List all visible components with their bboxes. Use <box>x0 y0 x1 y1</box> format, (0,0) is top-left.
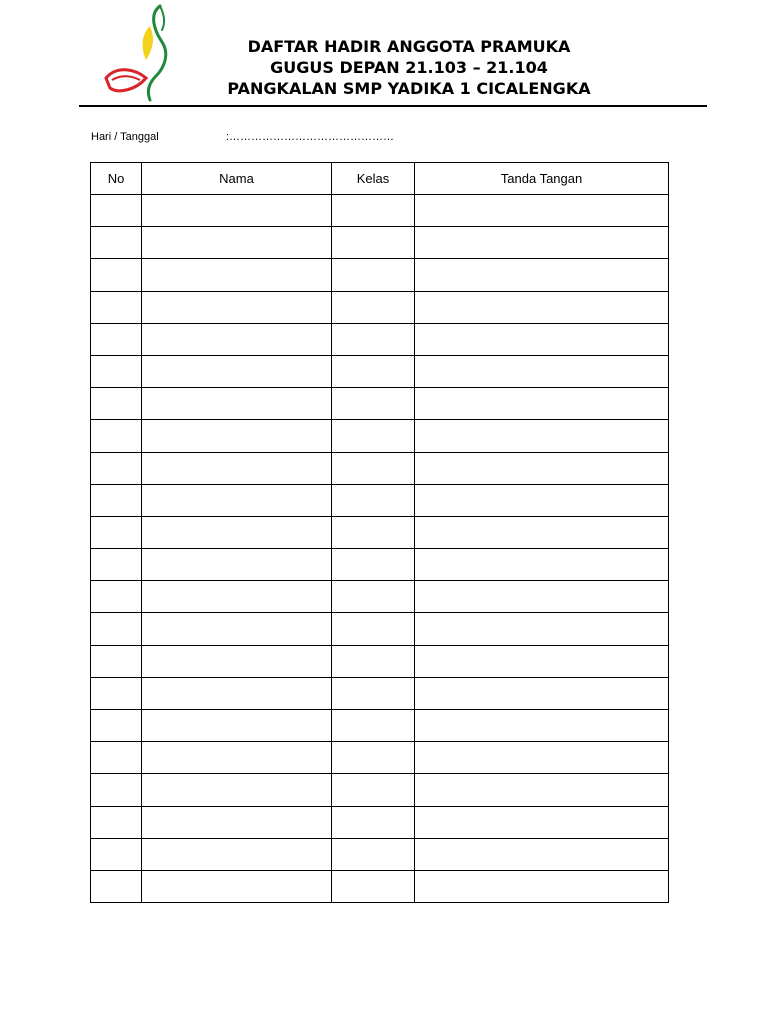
cell-tanda-tangan <box>415 645 669 677</box>
table-row <box>91 227 669 259</box>
table-row <box>91 452 669 484</box>
cell-nama <box>142 838 332 870</box>
header-subtitle: GUGUS DEPAN 21.103 – 21.104 <box>270 58 548 77</box>
cell-kelas <box>332 195 415 227</box>
cell-tanda-tangan <box>415 774 669 806</box>
cell-no <box>91 516 142 548</box>
table-row <box>91 291 669 323</box>
cell-nama <box>142 645 332 677</box>
cell-nama <box>142 323 332 355</box>
cell-tanda-tangan <box>415 452 669 484</box>
cell-kelas <box>332 355 415 387</box>
column-header-tanda-tangan: Tanda Tangan <box>415 163 669 195</box>
cell-nama <box>142 806 332 838</box>
cell-kelas <box>332 710 415 742</box>
cell-no <box>91 227 142 259</box>
cell-kelas <box>332 227 415 259</box>
table-row <box>91 870 669 902</box>
cell-no <box>91 742 142 774</box>
date-label: Hari / Tanggal <box>91 131 159 143</box>
cell-no <box>91 774 142 806</box>
cell-tanda-tangan <box>415 355 669 387</box>
cell-no <box>91 806 142 838</box>
cell-tanda-tangan <box>415 677 669 709</box>
table-row <box>91 742 669 774</box>
cell-no <box>91 355 142 387</box>
cell-nama <box>142 259 332 291</box>
table-row <box>91 710 669 742</box>
cell-tanda-tangan <box>415 227 669 259</box>
header-title: DAFTAR HADIR ANGGOTA PRAMUKA <box>247 37 571 56</box>
cell-tanda-tangan <box>415 581 669 613</box>
table-row <box>91 420 669 452</box>
cell-no <box>91 323 142 355</box>
cell-no <box>91 195 142 227</box>
cell-nama <box>142 581 332 613</box>
cell-kelas <box>332 870 415 902</box>
header-school: PANGKALAN SMP YADIKA 1 CICALENGKA <box>227 79 591 98</box>
date-value: :……………………………………… <box>226 131 395 143</box>
cell-tanda-tangan <box>415 323 669 355</box>
cell-nama <box>142 227 332 259</box>
column-header-nama: Nama <box>142 163 332 195</box>
cell-tanda-tangan <box>415 806 669 838</box>
document-header <box>150 36 668 99</box>
table-row <box>91 323 669 355</box>
cell-tanda-tangan <box>415 484 669 516</box>
table-row <box>91 645 669 677</box>
cell-no <box>91 259 142 291</box>
cell-tanda-tangan <box>415 613 669 645</box>
table-row <box>91 677 669 709</box>
cell-tanda-tangan <box>415 549 669 581</box>
cell-kelas <box>332 806 415 838</box>
cell-no <box>91 838 142 870</box>
cell-kelas <box>332 516 415 548</box>
cell-kelas <box>332 452 415 484</box>
cell-no <box>91 388 142 420</box>
cell-tanda-tangan <box>415 420 669 452</box>
table-row <box>91 195 669 227</box>
table-row <box>91 549 669 581</box>
cell-nama <box>142 677 332 709</box>
header-divider <box>79 105 707 107</box>
cell-kelas <box>332 549 415 581</box>
table-row <box>91 259 669 291</box>
cell-tanda-tangan <box>415 838 669 870</box>
table-row <box>91 806 669 838</box>
cell-tanda-tangan <box>415 710 669 742</box>
table-row <box>91 838 669 870</box>
cell-nama <box>142 549 332 581</box>
cell-no <box>91 677 142 709</box>
cell-nama <box>142 291 332 323</box>
cell-kelas <box>332 645 415 677</box>
cell-no <box>91 645 142 677</box>
cell-no <box>91 420 142 452</box>
cell-no <box>91 291 142 323</box>
cell-no <box>91 870 142 902</box>
cell-nama <box>142 388 332 420</box>
table-row <box>91 581 669 613</box>
column-header-kelas: Kelas <box>332 163 415 195</box>
cell-nama <box>142 870 332 902</box>
table-row <box>91 774 669 806</box>
cell-tanda-tangan <box>415 195 669 227</box>
date-field <box>91 131 395 143</box>
cell-nama <box>142 742 332 774</box>
cell-kelas <box>332 388 415 420</box>
table-row <box>91 613 669 645</box>
table-row <box>91 355 669 387</box>
cell-nama <box>142 355 332 387</box>
cell-kelas <box>332 420 415 452</box>
cell-kelas <box>332 323 415 355</box>
cell-nama <box>142 774 332 806</box>
cell-tanda-tangan <box>415 291 669 323</box>
cell-tanda-tangan <box>415 388 669 420</box>
cell-kelas <box>332 291 415 323</box>
cell-nama <box>142 613 332 645</box>
cell-no <box>91 549 142 581</box>
cell-kelas <box>332 613 415 645</box>
attendance-table <box>90 162 669 903</box>
cell-no <box>91 452 142 484</box>
cell-tanda-tangan <box>415 870 669 902</box>
cell-tanda-tangan <box>415 742 669 774</box>
table-row <box>91 388 669 420</box>
table-row <box>91 516 669 548</box>
cell-nama <box>142 516 332 548</box>
cell-kelas <box>332 742 415 774</box>
column-header-no: No <box>91 163 142 195</box>
cell-kelas <box>332 581 415 613</box>
cell-no <box>91 710 142 742</box>
cell-kelas <box>332 774 415 806</box>
cell-kelas <box>332 259 415 291</box>
table-header-row <box>91 163 669 195</box>
cell-nama <box>142 420 332 452</box>
cell-nama <box>142 452 332 484</box>
cell-no <box>91 581 142 613</box>
cell-tanda-tangan <box>415 259 669 291</box>
cell-nama <box>142 484 332 516</box>
cell-kelas <box>332 484 415 516</box>
cell-tanda-tangan <box>415 516 669 548</box>
cell-no <box>91 484 142 516</box>
cell-kelas <box>332 677 415 709</box>
cell-no <box>91 613 142 645</box>
cell-nama <box>142 195 332 227</box>
table-row <box>91 484 669 516</box>
cell-kelas <box>332 838 415 870</box>
cell-nama <box>142 710 332 742</box>
